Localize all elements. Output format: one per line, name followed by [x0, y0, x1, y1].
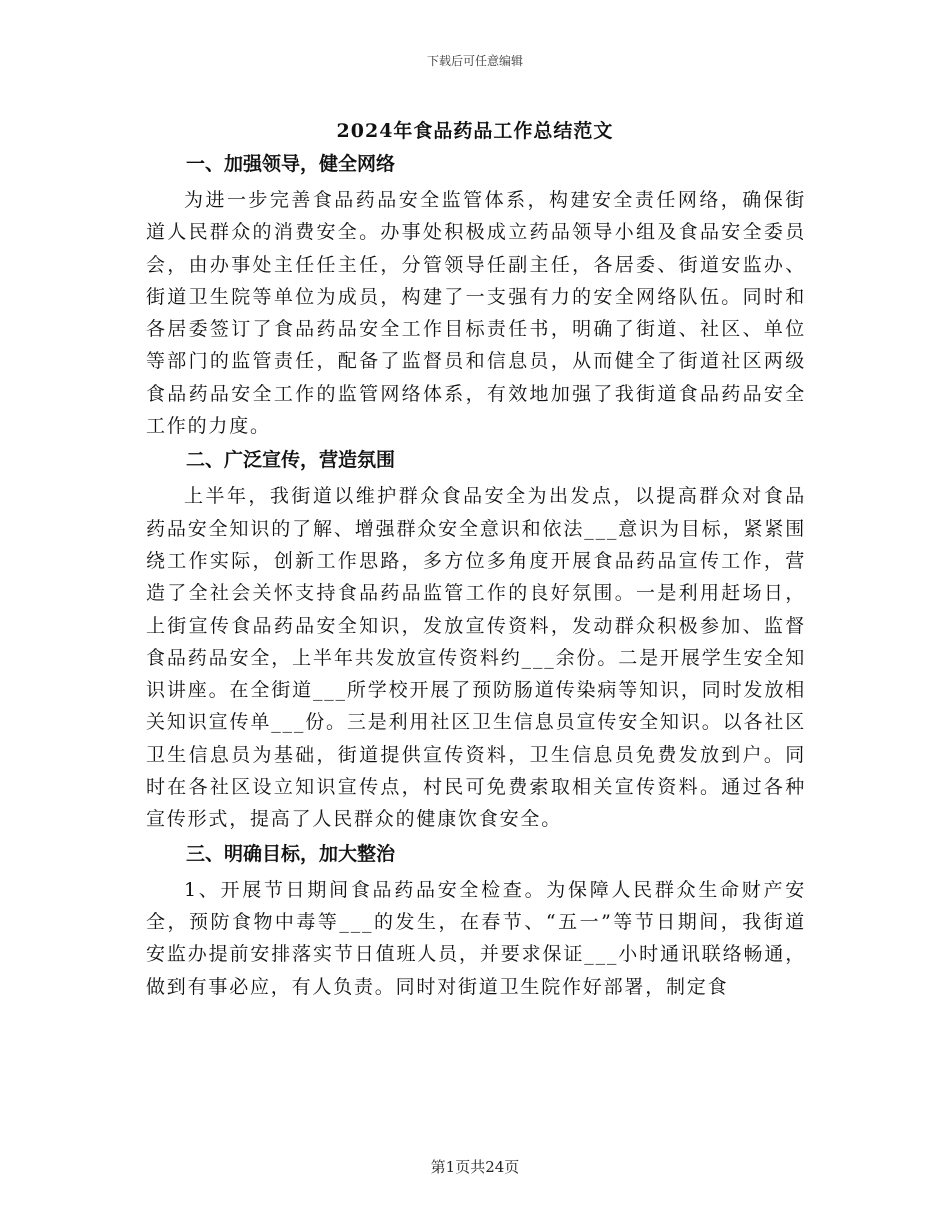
section-heading-3: 三、明确目标，加大整治: [186, 842, 396, 865]
section-2-paragraph: 上半年，我街道以维护群众食品安全为出发点，以提高群众对食品药品安全知识的了解、增强群众安全意识和依法___意识为目标，紧紧围绕工作实际，创新工作思路，多方位多角度开展食品药品宣传工作，营造了全社会关怀支持食品药品监管工作的良好氛围。一是利用赶场日，上街宣传食品药品安全知识，发放宣传资料，发动群众积极参加、监督食品药品安全，上半年共发放宣传资料约___余份。二是开展学生安全知识讲座。在全街道___所学校开展了预防肠道传染病等知识，同时发放相关知识宣传单___份。三是利用社区卫生信息员宣传安全知识。以各社区卫生信息员为基础，街道提供宣传资料，卫生信息员免费发放到户。同时在各社区设立知识宣传点，村民可免费索取相关宣传资料。通过各种宣传形式，提高了人民群众的健康饮食安全。: [146, 485, 806, 831]
document-title: 2024年食品药品工作总结范文: [336, 120, 614, 142]
section-heading-2: 二、广泛宣传，营造氛围: [186, 449, 396, 472]
document-body: [146, 150, 806, 1007]
section-1-paragraph: 为进一步完善食品药品安全监管体系，构建安全责任网络，确保街道人民群众的消费安全。办事处积极成立药品领导小组及食品安全委员会，由办事处主任任主任，分管领导任副主任，各居委、街道安监办、街道卫生院等单位为成员，构建了一支强有力的安全网络队伍。同时和各居委签订了食品药品安全工作目标责任书，明确了街道、社区、单位等部门的监管责任，配备了监督员和信息员，从而健全了街道社区两级食品药品安全工作的监管网络体系，有效地加强了我街道食品药品安全工作的力度。: [146, 189, 806, 438]
section-heading-1: 一、加强领导，健全网络: [186, 153, 396, 175]
page-header: 下载后可任意编辑: [426, 54, 523, 68]
page-footer: 第1页共24页: [430, 1158, 520, 1176]
section-3-paragraph: 1、开展节日期间食品药品安全检查。为保障人民群众生命财产安全，预防食物中毒等___的发生，在春节、“五一”等节日期间，我街道安监办提前安排落实节日值班人员，并要求保证___小时通讯联络畅通，做到有事必应，有人负责。同时对街道卫生院作好部署，制定食: [146, 878, 806, 998]
